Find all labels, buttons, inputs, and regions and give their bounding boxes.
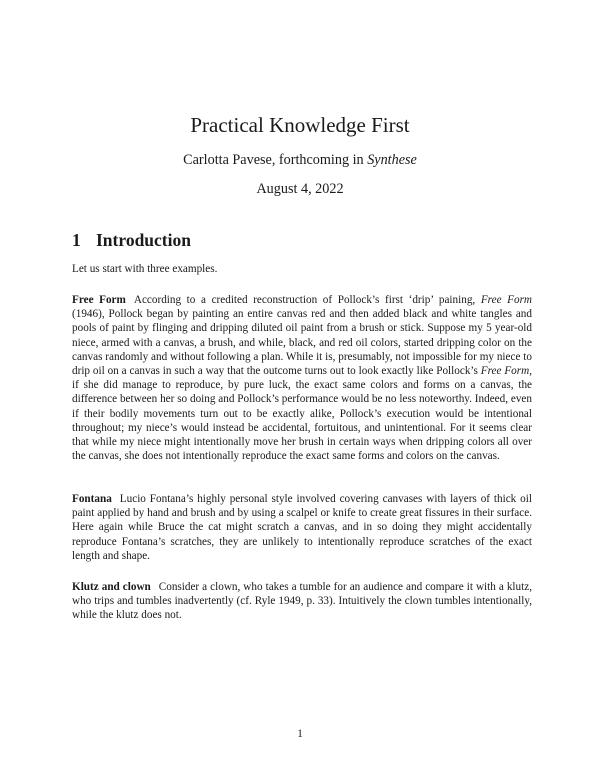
klutz-text: Consider a clown, who takes a tumble for an audience and compare it with a klutz, who trips and tumbles inadvertently (cf. Ryle 1949, p. 33). Intuitively the clown tumbles intentionally, while the klutz does not. xyxy=(72,581,532,622)
free-form-text-1: According to a credited reconstruction of Pollock’s first ‘drip’ paining, xyxy=(133,294,481,306)
free-form-text-3: , if she did manage to reproduce, by pure luck, the exact same colors and forms on a canvas, the difference between her so doing and Pollock’s performance would be no less noteworthy. Indeed, even if their bodily movements turn out to be exactly alike, Pollock’s execution would be intentional throughout; my niece’s would instead be accidental, fortuitous, and unintentional. For it seems clear that while my niece might intentionally move her brush in certain ways when dripping colors all over the canvas, she does not intentionally reproduce the exact same forms and colors on the canvas. xyxy=(72,365,532,463)
paper-title: Practical Knowledge First xyxy=(190,113,410,137)
fontana-heading: Fontana xyxy=(72,493,112,505)
section-title: Introduction xyxy=(96,230,191,250)
journal-name: Synthese xyxy=(367,152,417,168)
klutz-paragraph xyxy=(72,580,532,623)
author-prefix: Carlotta Pavese, forthcoming in xyxy=(183,152,368,168)
section-heading xyxy=(72,229,191,251)
klutz-heading: Klutz and clown xyxy=(72,581,151,593)
paper-date: August 4, 2022 xyxy=(256,181,344,197)
fontana-text: Lucio Fontana’s highly personal style involved covering canvases with layers of thick oil paint applied by hand and brush and by using a scalpel or knife to create great fissures in their surface. Here again while Bruce the cat might scratch a canvas, and in so doing they might accidentally reproduce Fontana’s scratches, they are unlikely to intentionally reproduce scratches of the exact length and shape. xyxy=(72,493,532,562)
fontana-paragraph xyxy=(72,492,532,563)
intro-paragraph: Let us start with three examples. xyxy=(72,263,218,275)
free-form-title-ref-1: Free Form xyxy=(480,294,532,306)
page-number: 1 xyxy=(297,728,303,740)
section-number: 1 xyxy=(72,230,81,250)
author-line xyxy=(0,151,600,169)
free-form-text-2: (1946), Pollock began by painting an entire canvas red and then added black and white tangles and pools of paint by flinging and dripping diluted oil paint from a brush or stick. Suppose my 5 year-old niece, armed with a canvas, a brush, and while, black, and red oil colors, started dripping color on the canvas randomly and without following a plan. While it is, presumably, not impossible for my niece to drip oil on a canvas in such a way that the outcome turns out to look exactly like Pollock’s xyxy=(72,308,532,378)
free-form-heading: Free Form xyxy=(72,294,126,306)
free-form-title-ref-2: Free Form xyxy=(480,365,530,378)
free-form-paragraph xyxy=(72,293,532,463)
